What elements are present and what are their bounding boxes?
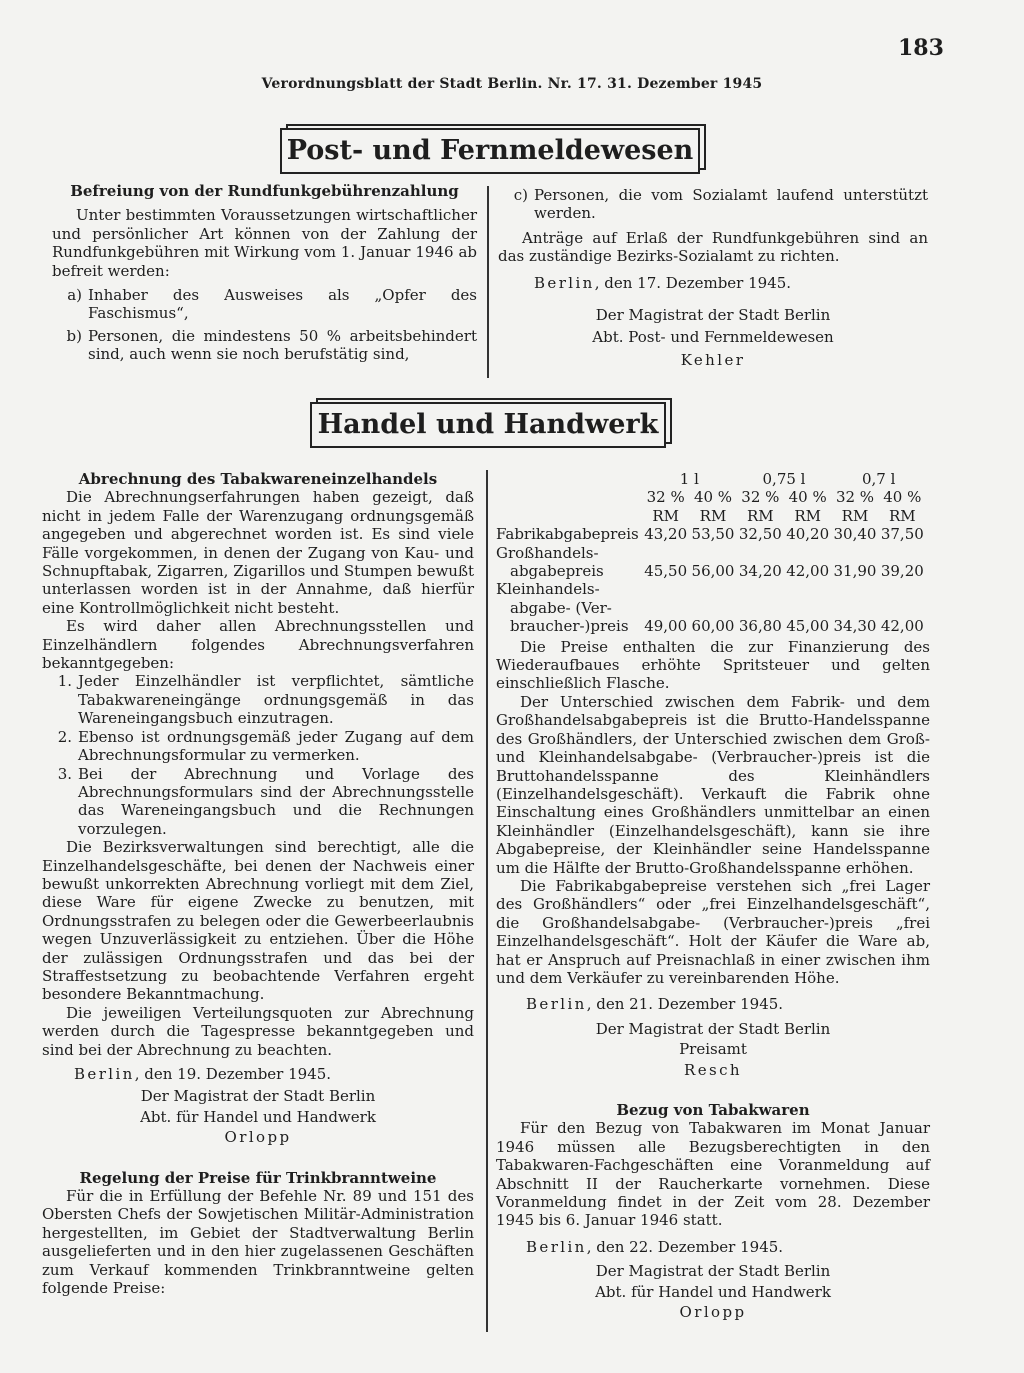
signature-name: Orlopp: [679, 1303, 747, 1322]
dateline-place: Berlin: [74, 1065, 135, 1083]
list-item: [52, 327, 477, 364]
table-cell: 45,50: [644, 562, 688, 581]
section1-right-column: [498, 186, 928, 369]
paragraph: Die Abrechnungserfahrungen haben gezeigt, daß nicht in jedem Falle der Warenzugang ordnungsgemäß angegeben und abgerechnet worden ist. Es sind viele Fälle vorgekommen, in denen der Zugang von Kau- und Schnupftabak, Zigarren, Zigarillos und Stumpen bewußt unterlassen worden ist in der Annahme, daß hierfür eine Kontrollmöglichkeit nicht besteht.: [42, 488, 474, 617]
paragraph: Anträge auf Erlaß der Rundfunkgebühren sind an das zuständige Bezirks-Sozialamt zu richten.: [498, 228, 928, 266]
row-label-line: Fabrikabgabepreis: [496, 525, 639, 544]
size-header: 0,7 l: [861, 470, 896, 488]
row-label: [496, 580, 642, 635]
table-cell: 45,00: [786, 617, 830, 636]
row-label: [496, 544, 642, 581]
paragraph: Der Unterschied zwischen dem Fabrik- und dem Großhandelsabgabepreis ist die Brutto-Handelsspanne des Großhändlers, der Unterschied zwischen dem Groß- und Kleinhandelsabgabe- (Verbraucher-)preis ist die Bruttohandelsspanne des Kleinhändlers (Einzelhandelsgeschäft). Verkauft die Fabrik ohne Einschaltung eines Großhändlers unmittelbar an einen Kleinhändler (Einzelhandelsgeschäft), kann sie ihre Abgabepreise, der Kleinhändler seine Handelsspanne um die Hälfte der Brutto-Großhandelsspanne erhöhen.: [496, 692, 930, 877]
article-title-trinkbranntweine: Regelung der Preise für Trinkbranntweine: [79, 1168, 437, 1187]
section-banner-handel: Handel und Handwerk: [310, 402, 666, 448]
size-header: 1 l: [679, 470, 699, 488]
section-banner-post: Post- und Fernmeldewesen: [280, 128, 700, 174]
page-header: Verordnungsblatt der Stadt Berlin. Nr. 17. 31. Dezember 1945: [261, 76, 763, 92]
table-cell: 34,30: [833, 617, 877, 636]
article-title-tabak-abrechnung: Abrechnung des Tabakwareneinzelhandels: [78, 470, 438, 488]
paragraph: Unter bestimmten Voraussetzungen wirtschaftlicher und persönlicher Art können von der Zahlung der Rundfunkgebühren mit Wirkung vom 1. Januar 1946 ab befreit werden:: [52, 206, 477, 280]
paragraph: Es wird daher allen Abrechnungsstellen und Einzelhändlern folgendes Abrechnungsverfahren bekanntgegeben:: [42, 617, 474, 673]
row-label-line: Großhandels-: [496, 543, 599, 562]
list-item-number: b): [66, 326, 82, 345]
row-label-line: abgabe- (Ver-: [510, 598, 612, 617]
size-header: 0,75 l: [762, 470, 806, 488]
dateline-date: , den 21. Dezember 1945.: [586, 995, 784, 1014]
list-item-text: Personen, die mindestens 50 % arbeitsbehindert sind, auch wenn sie noch berufstätig sind,: [88, 326, 477, 364]
table-row: [496, 580, 926, 635]
table-cell: 42,00: [880, 617, 924, 636]
table-cell: 34,20: [738, 562, 782, 581]
dateline: [496, 995, 930, 1013]
table-cell: 31,90: [833, 562, 877, 581]
percent-header: 40 %: [788, 488, 827, 507]
paragraph: Für die in Erfüllung der Befehle Nr. 89 und 151 des Obersten Chefs der Sowjetischen Militär-Administration hergestellten, im Gebiet der Stadtverwaltung Berlin ausgelieferten und in den hier zugelassenen Geschäften zum Verkauf kommenden Trinkbranntweine gelten folgende Preise:: [42, 1187, 474, 1298]
table-cell: 60,00: [691, 617, 735, 636]
table-header-row: [496, 507, 926, 525]
dateline-place: Berlin: [526, 995, 587, 1014]
section1-left-column: [52, 182, 477, 364]
column-divider: [486, 470, 488, 1332]
table-row: [496, 525, 926, 543]
column-divider: [487, 186, 489, 378]
row-label: [496, 525, 642, 543]
list-item-number: 1.: [57, 672, 72, 691]
section2-right-column: [496, 470, 930, 1321]
percent-header: 32 %: [835, 488, 875, 507]
dateline-place: Berlin: [534, 273, 595, 292]
signature-name: Orlopp: [224, 1128, 292, 1147]
list-item-text: Jeder Einzelhändler ist verpflichtet, sämtliche Tabakwareneingänge ordnungsgemäß in das Wareneingangsbuch einzutragen.: [78, 672, 474, 728]
list-item-number: 3.: [57, 764, 72, 783]
signature-department: Abt. für Handel und Handwerk: [140, 1107, 376, 1126]
page-number: 183: [898, 35, 944, 61]
list-item: [42, 765, 474, 839]
row-label-line: braucher-)preis: [510, 617, 629, 636]
dateline: [498, 274, 928, 292]
percent-header: 40 %: [693, 488, 733, 507]
signature-authority: Der Magistrat der Stadt Berlin: [595, 1019, 831, 1038]
list-item-text: Ebenso ist ordnungsgemäß jeder Zugang auf dem Abrechnungsformular zu vermerken.: [78, 727, 474, 765]
list-item-text: Inhaber des Ausweises als „Opfer des Faschismus“,: [88, 286, 477, 323]
table-cell: 49,00: [644, 617, 688, 636]
table-cell: 56,00: [691, 562, 735, 581]
list-item-number: 2.: [57, 727, 72, 746]
table-cell: 40,20: [786, 525, 830, 544]
table-cell: 53,50: [691, 525, 735, 544]
unit-header: RM: [747, 506, 774, 525]
dateline-date: , den 22. Dezember 1945.: [586, 1237, 784, 1256]
signature-department: Abt. Post- und Fernmeldewesen: [592, 328, 834, 347]
paragraph: Die Fabrikabgabepreise verstehen sich „frei Lager des Großhändlers“ oder „frei Einzelhandelsgeschäft“, die Großhandelsabgabe- (Verbraucher-)preis „frei Einzelhandelsgeschäft“. Holt der Käufer die Ware ab, hat er Anspruch auf Preisnachlaß in einer zwischen ihm und dem Verkäufer zu vereinbarenden Höhe.: [496, 876, 930, 987]
list-item: [52, 286, 477, 323]
signature-authority: Der Magistrat der Stadt Berlin: [595, 306, 831, 325]
table-cell: 36,80: [738, 617, 782, 636]
percent-header: 32 %: [646, 488, 685, 507]
list-item-text: Personen, die vom Sozialamt laufend unterstützt werden.: [534, 186, 928, 223]
list-item: [42, 728, 474, 765]
table-cell: 39,20: [880, 562, 924, 581]
dateline: [42, 1065, 474, 1083]
price-table: [496, 470, 926, 636]
dateline-date: , den 17. Dezember 1945.: [594, 273, 792, 292]
row-label-line: Kleinhandels-: [496, 580, 600, 599]
table-cell: 32,50: [738, 525, 782, 544]
article-title-rundfunk: Befreiung von der Rundfunkgebührenzahlung: [70, 182, 459, 200]
section2-left-column: [42, 470, 474, 1297]
paragraph: Die jeweiligen Verteilungsquoten zur Abrechnung werden durch die Tagespresse bekanntgegeben und sind bei der Abrechnung zu beachten.: [42, 1003, 474, 1059]
signature-department: Abt. für Handel und Handwerk: [595, 1282, 831, 1301]
table-header-row: [496, 488, 926, 506]
article-title-bezug-tabakwaren: Bezug von Tabakwaren: [616, 1101, 810, 1119]
list-item: [42, 672, 474, 727]
table-cell: 30,40: [833, 525, 877, 544]
signature-authority: Der Magistrat der Stadt Berlin: [140, 1087, 376, 1106]
unit-header: RM: [794, 506, 821, 525]
dateline-date: , den 19. Dezember 1945.: [134, 1065, 332, 1083]
unit-header: RM: [841, 506, 869, 525]
percent-header: 32 %: [741, 488, 780, 507]
dateline: [496, 1238, 930, 1256]
list-item-text: Bei der Abrechnung und Vorlage des Abrechnungsformulars sind der Abrechnungsstelle das Wareneingangsbuch und die Rechnungen vorzulegen.: [78, 764, 474, 838]
paragraph: Die Preise enthalten die zur Finanzierung des Wiederaufbaues erhöhte Spritsteuer und gelten einschließlich Flasche.: [496, 637, 930, 693]
signature-authority: Der Magistrat der Stadt Berlin: [595, 1262, 831, 1281]
table-cell: 43,20: [644, 525, 688, 544]
list-item-number: c): [513, 186, 528, 204]
paragraph: Für den Bezug von Tabakwaren im Monat Januar 1946 müssen alle Bezugsberechtigten in den Tabakwaren-Fachgeschäften eine Voranmeldung auf Abschnitt II der Raucherkarte vornehmen. Diese Voranmeldung findet in der Zeit vom 28. Dezember 1945 bis 6. Januar 1946 statt.: [496, 1119, 930, 1230]
paragraph: Die Bezirksverwaltungen sind berechtigt, alle die Einzelhandelsgeschäfte, bei denen der Nachweis einer bewußt unkorrekten Abrechnung vorliegt mit dem Ziel, diese Ware für eigene Zwecke zu benutzen, mit Ordnungsstrafen zu belegen oder die Gewerbeerlaubnis wegen Unzuverlässigkeit zu entziehen. Über die Höhe der zulässigen Ordnungsstrafen und das bei der Straffestsetzung zu beobachtende Verfahren ergeht besondere Bekanntmachung.: [42, 838, 474, 1004]
list-item-number: a): [67, 286, 82, 305]
unit-header: RM: [652, 506, 679, 525]
percent-header: 40 %: [883, 488, 922, 507]
table-cell: 37,50: [880, 525, 924, 544]
row-label-line: abgabepreis: [510, 562, 604, 581]
table-header-row: [496, 470, 926, 488]
signature-name: Resch: [684, 1060, 742, 1079]
unit-header: RM: [699, 506, 727, 525]
dateline-place: Berlin: [526, 1237, 587, 1256]
unit-header: RM: [889, 506, 916, 525]
signature-name: Kehler: [680, 350, 746, 369]
list-item: [498, 186, 928, 223]
table-cell: 42,00: [786, 562, 830, 581]
signature-department: Preisamt: [679, 1040, 747, 1059]
table-row: [496, 544, 926, 581]
